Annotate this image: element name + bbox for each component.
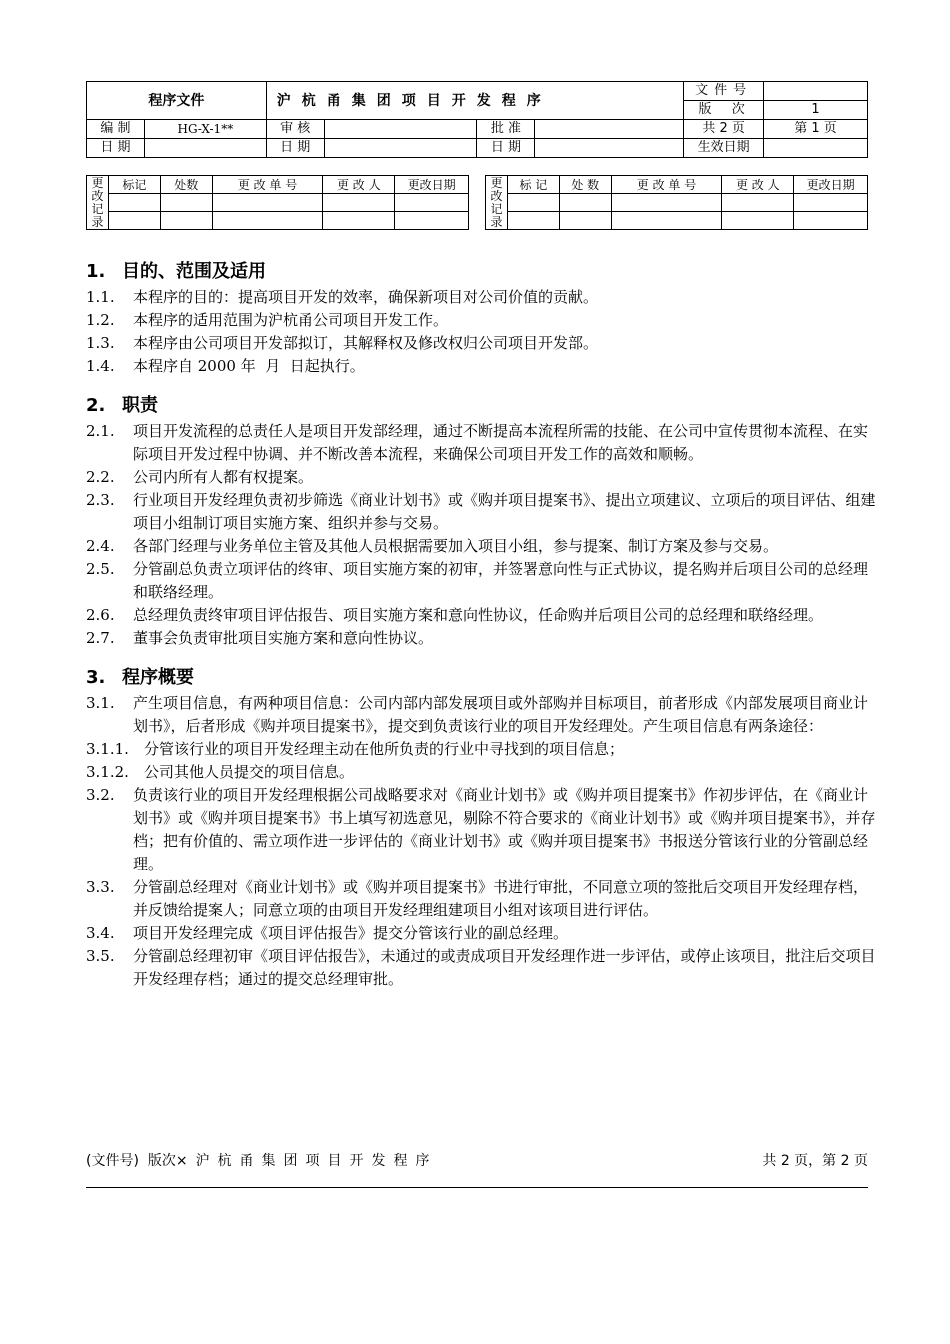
col-header: 更 改 人 <box>323 176 395 194</box>
date-value-3 <box>535 139 684 158</box>
change-record-table-right <box>485 175 868 230</box>
doc-type: 程序文件 <box>87 82 267 120</box>
document-body <box>86 258 876 1005</box>
prepared-label: 编 制 <box>87 120 145 139</box>
footer-left: (文件号) 版次× 沪杭甬集团项目开发程序 <box>86 1153 438 1169</box>
doc-no-value <box>764 82 868 101</box>
approve-label: 批 准 <box>477 120 535 139</box>
section-purpose <box>86 258 876 378</box>
col-header: 标记 <box>108 176 160 194</box>
review-value <box>324 120 477 139</box>
version-value: 1 <box>764 101 868 120</box>
change-record-label: 更改记录 <box>486 176 508 230</box>
effective-date-value <box>764 139 868 158</box>
footer-page-info: 共 2 页，第 2 页 <box>762 1153 868 1169</box>
list-item: 2.1. 项目开发流程的总责任人是项目开发部经理，通过不断提高本流程所需的技能、在公司中宣传贯彻本流程、在实际项目开发过程中协调、并不断改善本流程，来确保公司项目开发工作的高效和顺畅。 <box>86 422 869 463</box>
table-row <box>486 194 868 212</box>
date-value-1 <box>144 139 266 158</box>
doc-title: 沪杭甬集团项目开发程序 <box>266 82 683 120</box>
document-header-table <box>86 81 868 158</box>
list-item: 1.3. 本程序由公司项目开发部拟订，其解释权及修改权归公司项目开发部。 <box>86 334 599 352</box>
col-header: 更改日期 <box>395 176 469 194</box>
col-header: 处数 <box>160 176 212 194</box>
list-item: 3.3. 分管副总经理对《商业计划书》或《购并项目提案书》书进行审批，不同意立项的签批后交项目开发经理存档，并反馈给提案人；同意立项的由项目开发经理组建项目小组对该项目进行评估。 <box>86 878 869 919</box>
col-header: 更改日期 <box>794 176 868 194</box>
col-header: 更 改 单 号 <box>212 176 323 194</box>
list-item: 2.5. 分管副总负责立项评估的终审、项目实施方案的初审，并签署意向性与正式协议，提名购并后项目公司的总经理和联络经理。 <box>86 560 869 601</box>
list-item: 2.2. 公司内所有人都有权提案。 <box>86 468 314 486</box>
date-value-2 <box>324 139 477 158</box>
table-row <box>87 194 469 212</box>
date-label-3: 日 期 <box>477 139 535 158</box>
list-item: 1.4. 本程序自 2000 年 月 日起执行。 <box>86 357 365 375</box>
date-label-2: 日 期 <box>266 139 324 158</box>
page-number: 第 1 页 <box>764 120 868 139</box>
change-record-label: 更改记录 <box>87 176 109 230</box>
list-item: 3.1.1. 分管该行业的项目开发经理主动在他所负责的行业中寻找到的项目信息； <box>86 740 625 758</box>
table-row <box>486 212 868 230</box>
version-label: 版 次 <box>684 101 764 120</box>
list-item: 2.4. 各部门经理与业务单位主管及其他人员根据需要加入项目小组，参与提案、制订方案及参与交易。 <box>86 537 779 555</box>
page-footer <box>86 1150 868 1174</box>
doc-no-label: 文件号 <box>684 82 764 101</box>
section-heading: 1. 目的、范围及适用 <box>86 261 266 282</box>
section-heading: 3. 程序概要 <box>86 667 194 688</box>
list-item: 2.3. 行业项目开发经理负责初步筛选《商业计划书》或《购并项目提案书》、提出立项建议、立项后的项目评估、组建项目小组制订项目实施方案、组织并参与交易。 <box>86 491 876 532</box>
footer-rule <box>86 1187 868 1188</box>
prepared-value: HG-X-1** <box>144 120 266 139</box>
table-row <box>87 212 469 230</box>
list-item: 3.4. 项目开发经理完成《项目评估报告》提交分管该行业的副总经理。 <box>86 924 569 942</box>
list-item: 3.2. 负责该行业的项目开发经理根据公司战略要求对《商业计划书》或《购并项目提案书》作初步评估，在《商业计划书》或《购并项目提案书》书上填写初选意见，剔除不符合要求的《商业计划书》或《购并项目提案书》，并存档；把有价值的、需立项作进一步评估的《商业计划书》或《购并项目提案书》书报送分管该行业的分管副总经理。 <box>86 786 876 873</box>
review-label: 审 核 <box>266 120 324 139</box>
col-header: 更 改 单 号 <box>611 176 722 194</box>
effective-date-label: 生效日期 <box>684 139 764 158</box>
list-item: 3.1. 产生项目信息，有两种项目信息：公司内部内部发展项目或外部购并目标项目，前者形成《内部发展项目商业计划书》，后者形成《购并项目提案书》，提交到负责该行业的项目开发经理处。产生项目信息有两条途径： <box>86 694 869 735</box>
col-header: 处 数 <box>559 176 611 194</box>
col-header: 更 改 人 <box>722 176 794 194</box>
total-pages: 共 2 页 <box>684 120 764 139</box>
section-procedure-overview <box>86 664 876 991</box>
section-responsibilities <box>86 392 876 650</box>
list-item: 2.6. 总经理负责终审项目评估报告、项目实施方案和意向性协议，任命购并后项目公司的总经理和联络经理。 <box>86 606 824 624</box>
list-item: 2.7. 董事会负责审批项目实施方案和意向性协议。 <box>86 629 434 647</box>
list-item: 3.1.2. 公司其他人员提交的项目信息。 <box>86 763 355 781</box>
section-heading: 2. 职责 <box>86 395 158 416</box>
approve-value <box>535 120 684 139</box>
list-item: 1.2. 本程序的适用范围为沪杭甬公司项目开发工作。 <box>86 311 449 329</box>
list-item: 3.5. 分管副总经理初审《项目评估报告》，未通过的或责成项目开发经理作进一步评估，或停止该项目，批注后交项目开发经理存档；通过的提交总经理审批。 <box>86 947 876 988</box>
date-label-1: 日 期 <box>87 139 145 158</box>
footer-title: 沪杭甬集团项目开发程序 <box>195 1153 438 1169</box>
change-record-table-left <box>86 175 469 230</box>
col-header: 标 记 <box>507 176 559 194</box>
list-item: 1.1. 本程序的目的：提高项目开发的效率，确保新项目对公司价值的贡献。 <box>86 288 599 306</box>
